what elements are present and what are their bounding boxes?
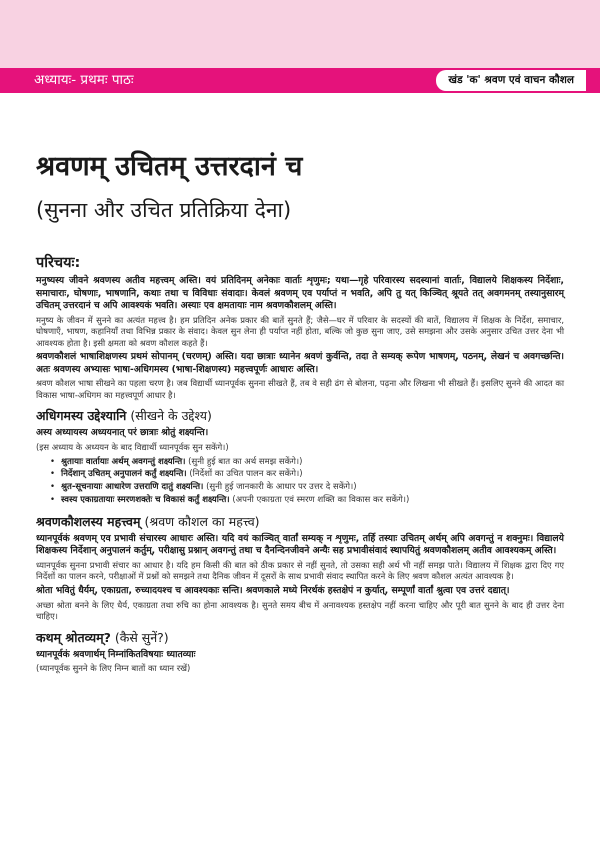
page-title: श्रवणम् उचितम् उत्तरदानं च bbox=[36, 151, 303, 182]
how-paragraph-hindi: (ध्यानपूर्वक सुनने के लिए निम्न बातों का ध्यान रखें) bbox=[36, 663, 191, 674]
content bbox=[36, 254, 564, 677]
objective-sanskrit: स्वस्य एकाग्रतायाः स्मरणशक्तेः च विकासं कर्तुं शक्ष्यन्ति। bbox=[61, 494, 230, 505]
list-item bbox=[50, 481, 564, 494]
intro-paragraph-2-hindi: श्रवण कौशल भाषा सीखने का पहला चरण है। जब विद्यार्थी ध्यानपूर्वक सुनना सीखते हैं, तब वे सही ढंग से बोलना, पढ़ना और लिखना भी सीखते हैं। इसलिए सुनने की आदत का विकास भाषा-अधिगम का महत्त्वपूर्ण आधार है। bbox=[36, 378, 564, 400]
how-heading-sanskrit: कथम् श्रोतव्यम्? bbox=[36, 629, 111, 645]
objectives-heading-hindi: (सीखने के उद्देश्य) bbox=[130, 408, 212, 424]
objective-sanskrit: श्रुतायाः वार्तायाः अर्थम् अवगन्तुं शक्ष्यन्ति। bbox=[61, 456, 186, 467]
objective-hindi: (अपनी एकाग्रता एवं स्मरण शक्ति का विकास कर सकेंगे।) bbox=[232, 494, 410, 505]
objective-hindi: (निर्देशों का उचित पालन कर सकेंगे।) bbox=[189, 469, 303, 480]
how-heading-hindi: (कैसे सुनें?) bbox=[114, 629, 169, 645]
importance-paragraph-2-sanskrit: श्रोता भवितुं धैर्यम्, एकाग्रता, रुच्यादयश्च च आवश्यकाः सन्ति। श्रवणकाले मध्ये निरर्थकं हस्तक्षेपं न कुर्यात्, सम्पूर्णां वार्तां श्रुत्वा एव उत्तरं दद्यात्। bbox=[36, 584, 510, 596]
objective-hindi: (सुनी हुई जानकारी के आधार पर उत्तर दे सकेंगे।) bbox=[206, 482, 357, 493]
importance-paragraph-1-hindi: ध्यानपूर्वक सुनना प्रभावी संचार का आधार है। यदि हम किसी की बात को ठीक प्रकार से नहीं सुनते, तो उसका सही अर्थ भी नहीं समझ पाते। विद्यालय में शिक्षक द्वारा दिए गए निर्देशों का पालन करने, परीक्षाओं में प्रश्नों को समझने तथा दैनिक जीवन में दूसरों के साथ प्रभावी संवाद स्थापित करने के लिए श्रवण कौशल अत्यंत आवश्यक है। bbox=[36, 559, 564, 582]
objectives-list bbox=[36, 456, 564, 507]
objectives-heading-sanskrit: अधिगमस्य उद्देश्यानि bbox=[36, 408, 127, 424]
intro-heading: परिचयः: bbox=[36, 255, 81, 271]
list-item bbox=[50, 456, 564, 469]
chapter-label: अध्यायः- प्रथमः पाठः bbox=[34, 72, 134, 88]
importance-heading-hindi: (श्रवण कौशल का महत्त्व) bbox=[144, 513, 260, 529]
section-badge: खंड 'क' श्रवण एवं वाचन कौशल bbox=[436, 70, 586, 91]
importance-paragraph-2-hindi: अच्छा श्रोता बनने के लिए धैर्य, एकाग्रता तथा रुचि का होना आवश्यक है। सुनते समय बीच में अनावश्यक हस्तक्षेप नहीं करना चाहिए और पूरी बात सुनने के बाद ही उत्तर देना चाहिए। bbox=[36, 599, 564, 622]
importance-heading-sanskrit: श्रवणकौशलस्य महत्त्वम् bbox=[36, 513, 141, 529]
objectives-heading bbox=[36, 408, 564, 424]
objective-sanskrit: श्रुत-सूचनायाः आधारेण उत्तराणि दातुं शक्ष्यन्ति। bbox=[61, 482, 204, 493]
chapter-bar bbox=[0, 68, 600, 93]
page-subtitle: (सुनना और उचित प्रतिक्रिया देना) bbox=[36, 198, 292, 222]
objective-hindi: (सुनी हुई बात का अर्थ समझ सकेंगे।) bbox=[188, 456, 303, 467]
how-heading bbox=[36, 630, 564, 646]
list-item bbox=[50, 468, 564, 481]
list-item bbox=[50, 494, 564, 507]
objective-sanskrit: निर्देशान् उचितम् अनुपालनं कर्तुं शक्ष्यन्ति। bbox=[61, 469, 187, 480]
importance-heading bbox=[36, 514, 564, 530]
intro-paragraph-2-sanskrit: श्रवणकौशलं भाषाशिक्षणस्य प्रथमं सोपानम् (चरणम्) अस्ति। यदा छात्राः ध्यानेन श्रवणं कुर्वन्ति, तदा ते सम्यक् रूपेण भाषणम्, पठनम्, लेखनं च अवगच्छन्ति। अतः श्रवणस्य अभ्यासः भाषा-अधिगमस्य (भाषा-शिक्षणस्य) महत्त्वपूर्णः आधारः अस्ति। bbox=[36, 351, 564, 375]
importance-paragraph-1-sanskrit: ध्यानपूर्वकं श्रवणम् एव प्रभावी संचारस्य आधारः अस्ति। यदि वयं काञ्चित् वार्तां सम्यक् न शृणुमः, तर्हि तस्याः उचितम् अर्थम् अपि अवगन्तुं न शक्नुमः। विद्यालये शिक्षकस्य निर्देशान् अनुपालनं कर्तुम्, परीक्षासु प्रश्नान् अवगन्तुं तथा च दैनन्दिनजीवने अन्यैः सह प्रभावीसंवादं स्थापयितुं श्रवणकौशलम् अतीव आवश्यकम् अस्ति। bbox=[36, 532, 564, 557]
intro-paragraph-1-sanskrit: मनुष्यस्य जीवने श्रवणस्य अतीव महत्त्वम् अस्ति। वयं प्रतिदिनम् अनेकाः वार्ताः शृणुमः; यथा—गृहे परिवारस्य सदस्यानां वार्ताः, विद्यालये शिक्षकस्य निर्देशाः, समाचाराः, घोषणाः, भाषणानि, कथाः तथा च विविधाः संवादाः। केवलं श्रवणम् एव पर्याप्तं न भवति, अपि तु यत् किञ्चित् श्रूयते तत् अवगमनम् तस्यानुसारम् उचितम् उत्तरदानं च अपि आवश्यकं भवति। अस्याः एव क्षमतायाः नाम श्रवणकौशलम् अस्ति। bbox=[36, 275, 564, 312]
intro-paragraph-1-hindi: मनुष्य के जीवन में सुनने का अत्यंत महत्त्व है। हम प्रतिदिन अनेक प्रकार की बातें सुनते हैं; जैसे—घर में परिवार के सदस्यों की बातें, विद्यालय में शिक्षक के निर्देश, समाचार, घोषणाएँ, भाषण, कहानियाँ तथा विभिन्न प्रकार के संवाद। केवल सुन लेना ही पर्याप्त नहीं होता, बल्कि जो कुछ सुना जाए, उसे समझना और उसके अनुसार उचित उत्तर देना भी आवश्यक होता है। इसी क्षमता को श्रवण कौशल कहते हैं। bbox=[36, 314, 564, 348]
objectives-intro-hindi: (इस अध्याय के अध्ययन के बाद विद्यार्थी ध्यानपूर्वक सुन सकेंगे।) bbox=[36, 442, 229, 453]
top-pink-band bbox=[0, 0, 600, 68]
how-paragraph-sanskrit: ध्यानपूर्वकं श्रवणार्थम् निम्नांकितविषयाः ध्यातव्याः bbox=[36, 648, 196, 660]
intro-heading-text: परिचयः bbox=[36, 255, 75, 271]
objectives-intro-sanskrit: अस्य अध्यायस्य अध्ययनात् परं छात्राः श्रोतुं शक्ष्यन्ति। bbox=[36, 427, 209, 439]
